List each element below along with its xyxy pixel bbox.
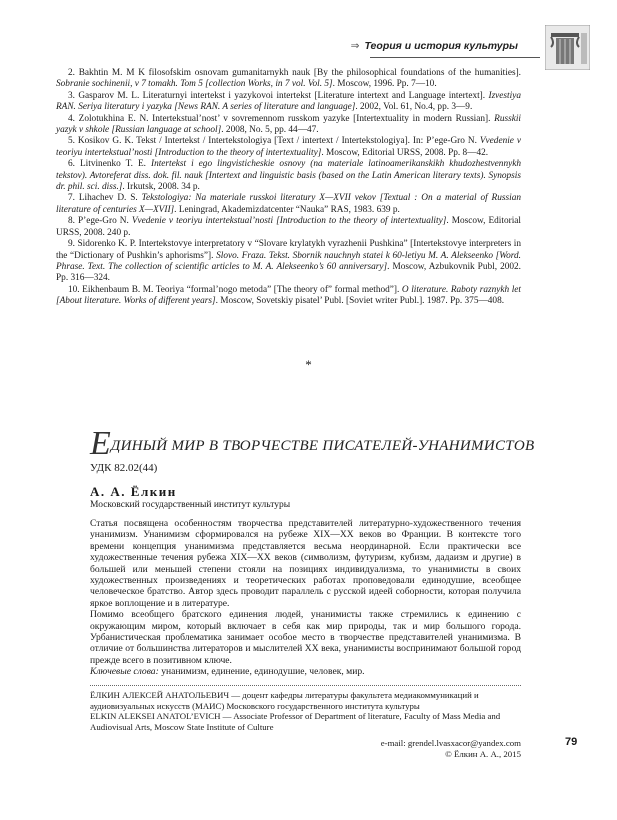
keywords <box>90 666 521 677</box>
article-title <box>90 425 550 463</box>
divider <box>90 685 521 686</box>
reference-item: 8. P’ege-Gro N. Vvedenie v teoriyu intertekstual’nosti [Introduction to the theory of intertextuality]. Moscow, Editorial URSS, 2008. 240 p. <box>56 216 521 238</box>
author-name: А. А. Ёлкин <box>90 484 177 499</box>
section-separator-star: * <box>305 357 312 372</box>
reference-list <box>56 68 521 308</box>
reference-item: 10. Eikhenbaum B. M. Teoriya “formal’nogo metoda” [The theory of” formal method”]. O literature. Raboty raznykh let [About literature. Works of different years]. Moscow, Sovetskiy pisatel’ Publ. [Soviet writer Publ.]. 1987. Pp. 375—408. <box>56 284 521 307</box>
keywords-list: унанимизм, единение, единодушие, человек, мир. <box>158 666 365 678</box>
author-bio-ru: ЁЛКИН АЛЕКСЕЙ АНАТОЛЬЕВИЧ — доцент кафедры литературы факультета медиакоммуникаций и аудиовизуальных искусств (МАИС) Московского государственного института культуры <box>90 690 479 711</box>
running-header <box>0 30 540 60</box>
reference-item: 2. Bakhtin M. M K filosofskim osnovam gumanitarnykh nauk [By the philosophical foundations of the humanities]. Sobranie sochinenii, v 7 tomakh. Tom 5 [collection Works, in 7 vol. Vol. 5]. Moscow, 1996. Pp. 7—10. <box>56 68 521 90</box>
title-initial: Е <box>90 425 111 462</box>
section-title: ⇒ Теория и история культуры <box>350 40 518 52</box>
title-text: ДИНЫЙ МИР В ТВОРЧЕСТВЕ ПИСАТЕЛЕЙ-УНАНИМИСТОВ <box>110 438 535 454</box>
abstract-paragraph: Помимо всеобщего братского единения людей, унанимисты также стремились к единению с окружающим миром, который включает в себя как мир природы, так и мир большого города. Урбанистическая проблематика занимает особое место в творчестве представителей унанимизма. В отличие от большинства литераторов и мыслителей XX века, унанимисты воспринимают большой город прежде всего в позитивном ключе. <box>90 609 521 666</box>
author-bio <box>90 690 521 732</box>
header-rule <box>370 57 540 58</box>
author-affiliation: Московский государственный институт культуры <box>90 500 291 510</box>
udk-code: УДК 82.02(44) <box>90 462 158 474</box>
author-email: e-mail: grendel.lvasxacor@yandex.com <box>380 738 521 748</box>
reference-item: 6. Litvinenko T. E. Intertekst i ego lingvisticheskie osnovy (na materiale latinoamerikanskikh khudozhestvennykh tekstov). Avtoreferat diss. dok. fil. nauk [Intertext and linguistic basis (based on the Latin American literary texts). Synopsis dr. phil. sci. diss.]. Irkutsk, 2008. 34 p. <box>56 159 521 193</box>
reference-item: 9. Sidorenko K. P. Intertekstovye interpretatory v “Slovare krylatykh vyrazhenii Pushkina” [Intertekstovye interpreters in the “Dictionary of Pushkin’s aphorisms”]. Slovo. Fraza. Tekst. Sbornik nauchnyh statei k 60-letiyu M. A. Alekseenko [Word. Phrase. Text. The collection of scientific articles to M. A. Alekseenko’s 60 anniversary]. Moscow, Azbukovnik Publ, 2002. Pp. 316—324. <box>56 239 521 284</box>
reference-item: 4. Zolotukhina E. N. Intertekstual’nost’ v sovremennom russkom yazyke [Intertextuality in modern Russian]. Russkii yazyk v shkole [Russian language at school]. 2008, No. 5, pp. 44—47. <box>56 113 521 136</box>
reference-item: 7. Lihachev D. S. Tekstologiya: Na materiale russkoi literatury X—XVII vekov [Textual : On a material of Russian literature of centuries X—XVII]. Leningrad, Akademizdatcenter “Nauka” RAS, 1983. 639 p. <box>56 193 522 215</box>
reference-item: 3. Gasparov M. L. Literaturnyi intertekst i yazykovoi intertekst [Literature intertext and Language intertext]. Izvestiya RAN. Seriya literatury i yazyka [News RAN. A series of literature and language]. 2002, Vol. 61, No.4, pp. 3—9. <box>56 90 521 113</box>
arrow-icon: ⇒ <box>350 40 360 52</box>
reference-item: 5. Kosikov G. K. Tekst / Intertekst / Intertekstologiya [Text / intertext / Intertekstologiya]. In: P’ege-Gro N. Vvedenie v teoriyu intertekstual’nosti [Introduction to the theory of intertextuality]. Moscow, Editorial URSS, 2008. Pp. 8—42. <box>56 136 521 158</box>
abstract-paragraph: Статья посвящена особенностям творчества представителей литературно-художественного течения унанимизм. Унанимизм сформировался на рубеже XIX—XX веков во Франции. В контексте того времени концепция унанимизма представляется весьма неординарной. Если практически все художественные течения рубежа XIX—XX веков (символизм, футуризм, кубизм, дадаизм и другие) в большей или меньшей степени стояли на позициях индивидуализма, то унанимисты в своих художественных произведениях и теоретических работах проповедовали единодушие, всеобщее человеческое братство. Автор здесь проводит параллель с русской идеей соборности, которая получила яркое воплощение и в литературе. <box>90 518 521 609</box>
column-capital-logo <box>545 25 590 70</box>
abstract <box>90 518 521 678</box>
page-number: 79 <box>565 736 578 748</box>
author-bio-en: ELKIN ALEKSEI ANATOL’EVICH — Associate Professor of Department of literature, Faculty of Mass Media and Audiovisual Arts, Moscow State Institute of Culture <box>90 711 501 732</box>
keywords-label: Ключевые слова: <box>90 666 159 678</box>
copyright: © Ёлкин А. А., 2015 <box>445 749 521 759</box>
